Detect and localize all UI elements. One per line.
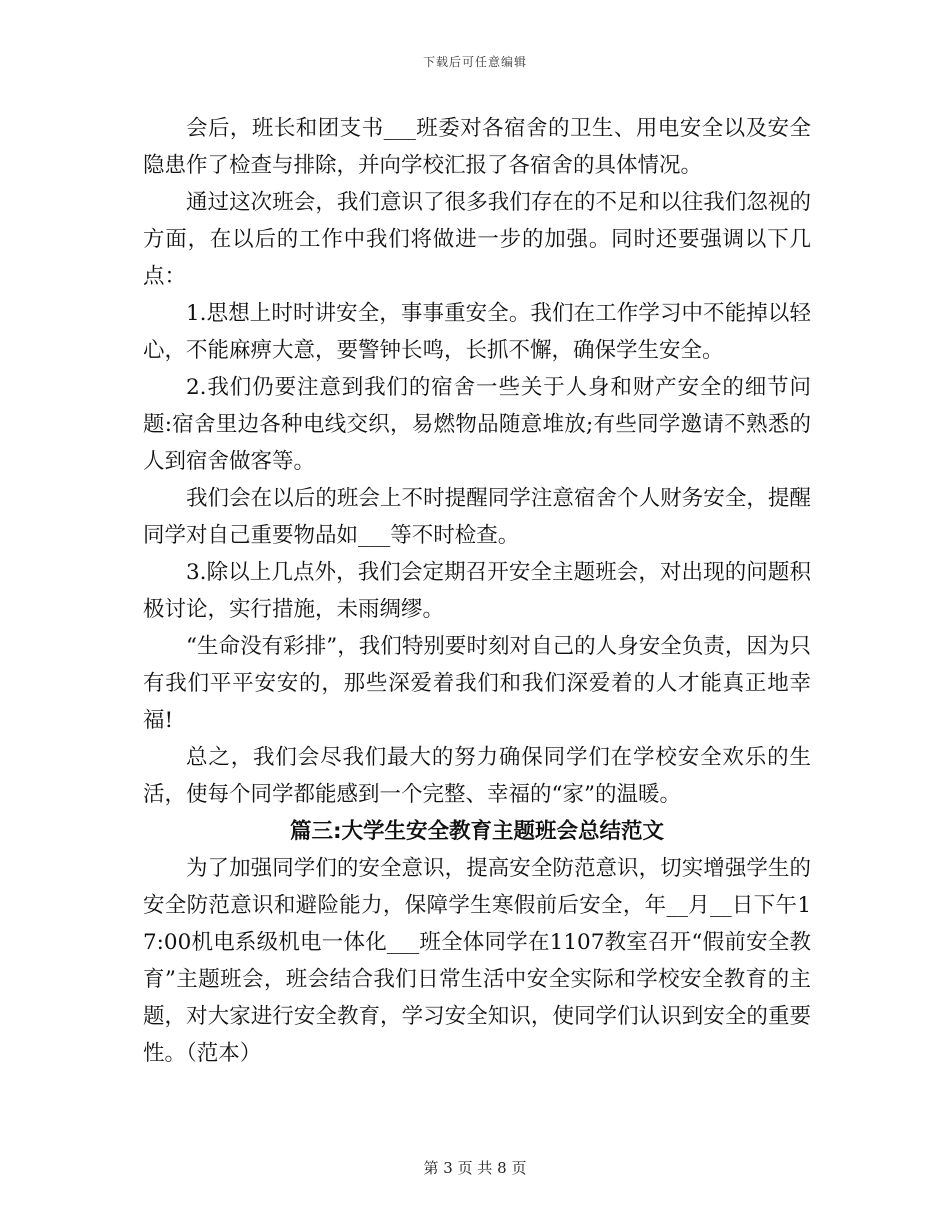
paragraph: 3.除以上几点外，我们会定期召开安全主题班会，对出现的问题积极讨论，实行措施，未雨绸缪。 — [143, 560, 811, 622]
paragraph: 2.我们仍要注意到我们的宿舍一些关于人身和财产安全的细节问题:宿舍里边各种电线交织，易燃物品随意堆放;有些同学邀请不熟悉的人到宿舍做客等。 — [143, 375, 811, 474]
section-heading: 篇三:大学生安全教育主题班会总结范文 — [289, 819, 665, 844]
paragraph: “生命没有彩排”，我们特别要时刻对自己的人身安全负责，因为只有我们平平安安的，那些深爱着我们和我们深爱着的人才能真正地幸福! — [143, 634, 811, 733]
paragraph: 1.思想上时时讲安全，事事重安全。我们在工作学习中不能掉以轻心，不能麻痹大意，要警钟长鸣，长抓不懈，确保学生安全。 — [143, 301, 811, 363]
paragraph: 会后，班长和团支书___班委对各宿舍的卫生、用电安全以及安全隐患作了检查与排除，并向学校汇报了各宿舍的具体情况。 — [143, 116, 811, 178]
paragraph: 通过这次班会，我们意识了很多我们存在的不足和以往我们忽视的方面，在以后的工作中我们将做进一步的加强。同时还要强调以下几点： — [143, 190, 811, 289]
paragraph: 为了加强同学们的安全意识，提高安全防范意识，切实增强学生的安全防范意识和避险能力，保障学生寒假前后安全，年__月__日下午17:00机电系级机电一体化___班全体同学在1107教室召开“假前安全教育”主题班会，班会结合我们日常生活中安全实际和学校安全教育的主题，对大家进行安全教育，学习安全知识，使同学们认识到安全的重要性。（范本） — [143, 856, 811, 1066]
page-footer: 第 3 页 共 8 页 — [423, 1159, 527, 1177]
page-header: 下载后可任意编辑 — [422, 55, 527, 69]
document-body — [143, 110, 811, 1072]
paragraph: 总之，我们会尽我们最大的努力确保同学们在学校安全欢乐的生活，使每个同学都能感到一个完整、幸福的“家”的温暖。 — [143, 745, 811, 807]
paragraph: 我们会在以后的班会上不时提醒同学注意宿舍个人财务安全，提醒同学对自己重要物品如___等不时检查。 — [143, 486, 811, 548]
